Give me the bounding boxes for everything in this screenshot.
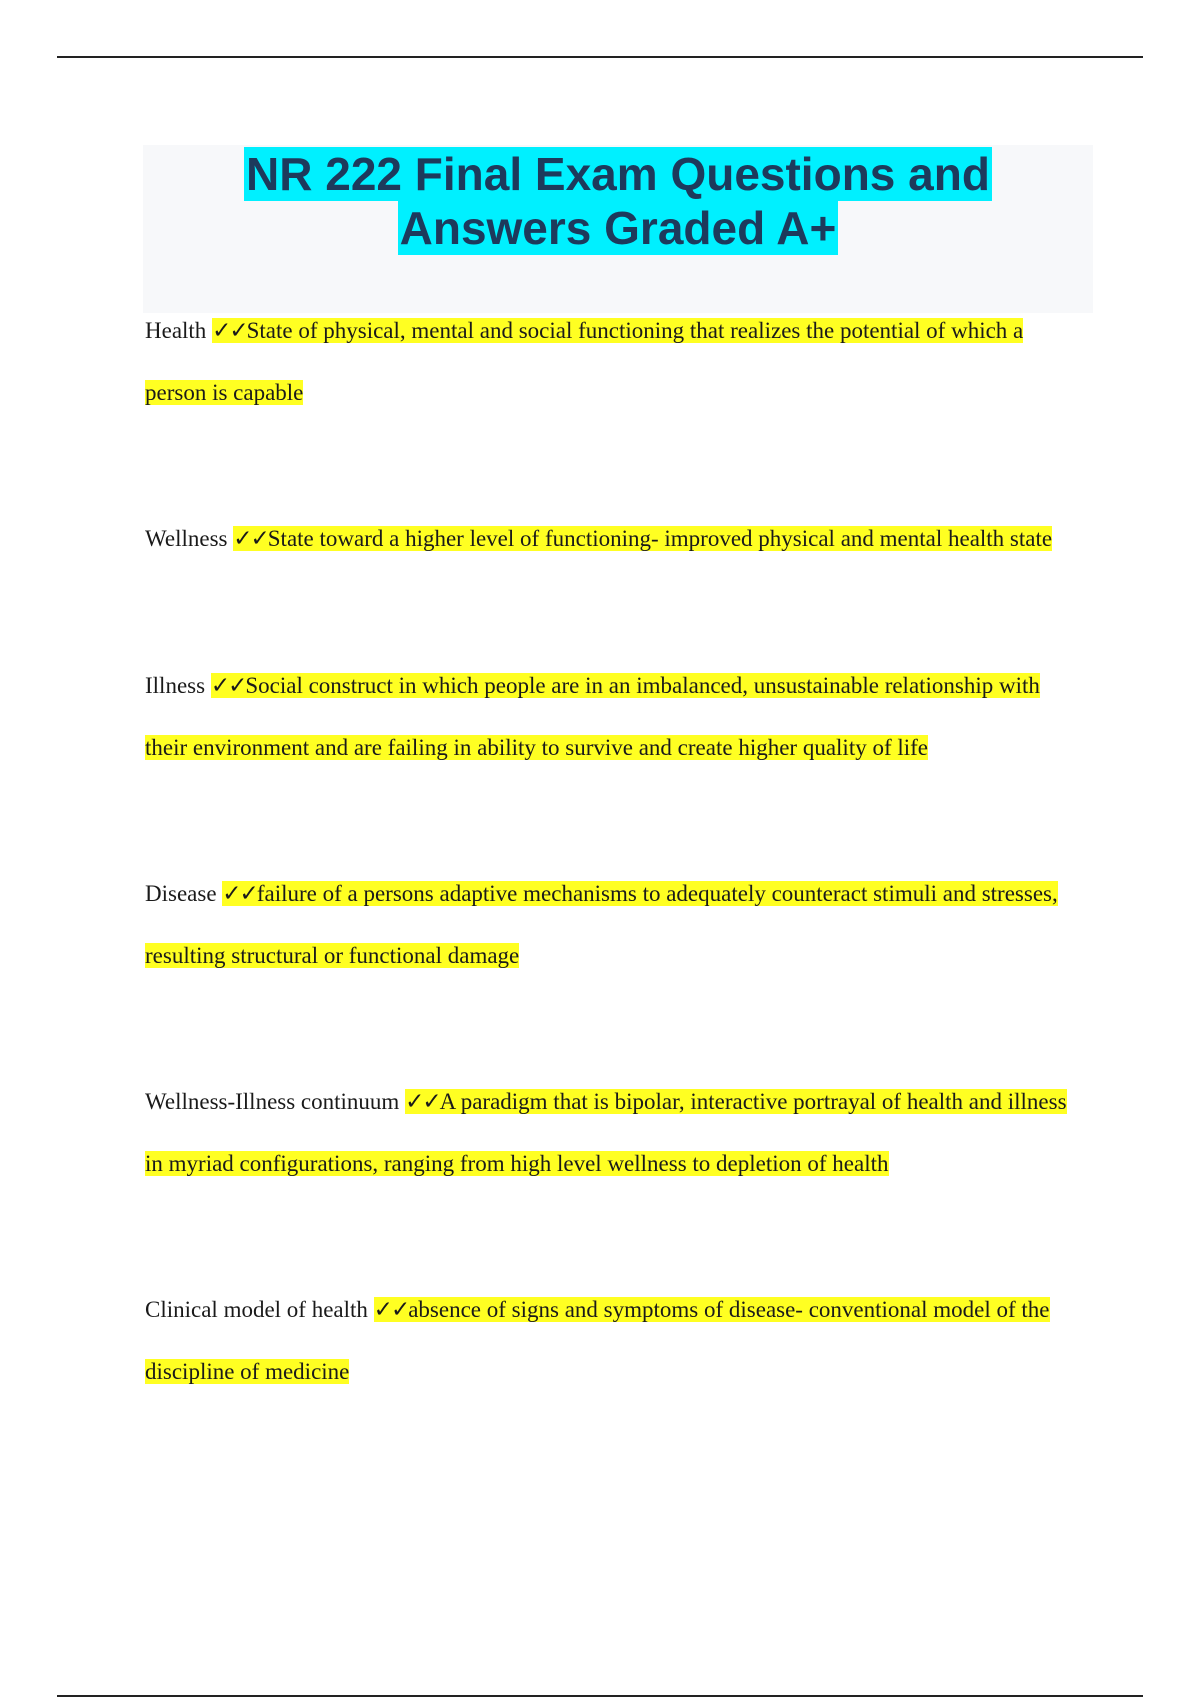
definition-text: absence of signs and symptoms of disease- conventional model of the discipline of medicine (145, 1297, 1050, 1384)
definition-text: A paradigm that is bipolar, interactive portrayal of health and illness in myriad configurations, ranging from high level wellness to depletion of health (145, 1089, 1067, 1176)
entry-definition (233, 526, 1052, 551)
entry-term: Disease (145, 881, 217, 906)
definition-text: failure of a persons adaptive mechanisms to adequately counteract stimuli and stresses, resulting structural or functional damage (145, 881, 1058, 968)
definition-text: Social construct in which people are in an imbalanced, unsustainable relationship with their environment and are failing in ability to survive and create higher quality of life (145, 673, 1040, 760)
entry-illness (145, 655, 1075, 778)
double-check-icon: ✓✓ (222, 881, 257, 907)
double-check-icon: ✓✓ (233, 526, 268, 552)
top-rule (57, 56, 1143, 58)
entry-definition (145, 881, 1058, 968)
entry-wellness-illness-continuum (145, 1071, 1075, 1194)
double-check-icon: ✓✓ (212, 318, 247, 344)
entry-definition (145, 318, 1023, 405)
definition-list (145, 300, 1075, 1402)
title-line-2: Answers Graded A+ (399, 202, 837, 254)
entry-term: Health (145, 318, 207, 343)
entry-disease (145, 863, 1075, 986)
entry-term: Illness (145, 673, 206, 698)
bottom-rule (57, 1695, 1143, 1697)
double-check-icon: ✓✓ (210, 673, 246, 699)
document-title (143, 147, 1093, 255)
entry-clinical-model-of-health (145, 1279, 1075, 1402)
double-check-icon: ✓✓ (405, 1089, 440, 1115)
entry-health (145, 300, 1075, 423)
title-line-1: NR 222 Final Exam Questions and (246, 148, 990, 200)
definition-text: State of physical, mental and social functioning that realizes the potential of which a person is capable (145, 318, 1024, 405)
entry-term: Clinical model of health (145, 1297, 368, 1322)
title-block (143, 145, 1093, 313)
entry-term: Wellness (145, 526, 228, 551)
entry-term: Wellness-Illness continuum (145, 1089, 400, 1114)
entry-definition (145, 673, 1040, 760)
entry-wellness (145, 508, 1075, 570)
definition-text: State toward a higher level of functioning- improved physical and mental health state (267, 526, 1053, 551)
double-check-icon: ✓✓ (373, 1297, 409, 1323)
